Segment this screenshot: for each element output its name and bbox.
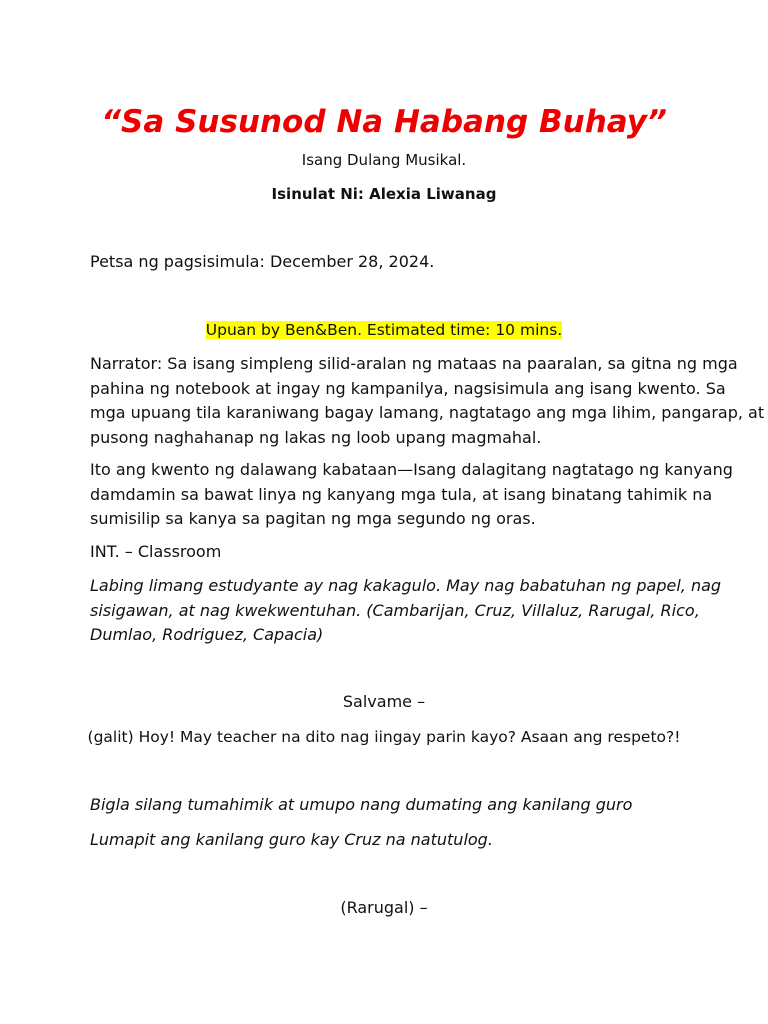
stage-direction-line: Labing limang estudyante ay nag kakagulo. May nag babatuhan ng papel, nag <box>90 576 722 595</box>
start-date-line: Petsa ng pagsisimula: December 28, 2024. <box>90 252 435 271</box>
document-subtitle: Isang Dulang Musikal. <box>301 151 467 169</box>
speaker-name: Salvame – <box>342 692 426 711</box>
stage-direction-line: sisigawan, at nag kwekwentuhan. (Cambarijan, Cruz, Villaluz, Rarugal, Rico, <box>90 600 700 620</box>
music-cue <box>0 318 768 343</box>
narrator-line: pahina ng notebook at ingay ng kampanilya, nagsisimula ang isang kwento. Sa <box>90 378 726 398</box>
narrator-paragraph <box>90 352 765 450</box>
document-title: “Sa Susunod Na Habang Buhay” <box>101 104 667 140</box>
narrator-line: pusong naghahanap ng lakas ng loob upang magmahal. <box>90 427 542 447</box>
scene-heading: INT. – Classroom <box>90 542 222 561</box>
story-line: sumisilip sa kanya sa pagitan ng mga segundo ng oras. <box>90 509 536 528</box>
dialogue-line: (galit) Hoy! May teacher na dito nag iingay parin kayo? Asaan ang respeto?! <box>87 728 681 746</box>
narrator-line: Narrator: Sa isang simpleng silid-aralan ng mataas na paaralan, sa gitna ng mga <box>90 354 738 373</box>
speaker-name: (Rarugal) – <box>340 898 428 917</box>
highlighted-music-cue: Upuan by Ben&Ben. Estimated time: 10 mins. <box>205 321 563 339</box>
stage-direction-paragraph <box>90 574 722 648</box>
stage-direction: Bigla silang tumahimik at umupo nang dumating ang kanilang guro <box>90 795 633 814</box>
stage-direction-line: Dumlao, Rodriguez, Capacia) <box>90 625 324 644</box>
story-line: Ito ang kwento ng dalawang kabataan—Isang dalagitang nagtatago ng kanyang <box>90 460 733 479</box>
author-line: Isinulat Ni: Alexia Liwanag <box>271 185 497 203</box>
narrator-line: mga upuang tila karaniwang bagay lamang, nagtatago ang mga lihim, pangarap, at <box>90 403 765 422</box>
story-line: damdamin sa bawat linya ng kanyang mga tula, at isang binatang tahimik na <box>90 484 713 504</box>
stage-direction: Lumapit ang kanilang guro kay Cruz na natutulog. <box>90 830 493 849</box>
story-paragraph <box>90 458 733 532</box>
